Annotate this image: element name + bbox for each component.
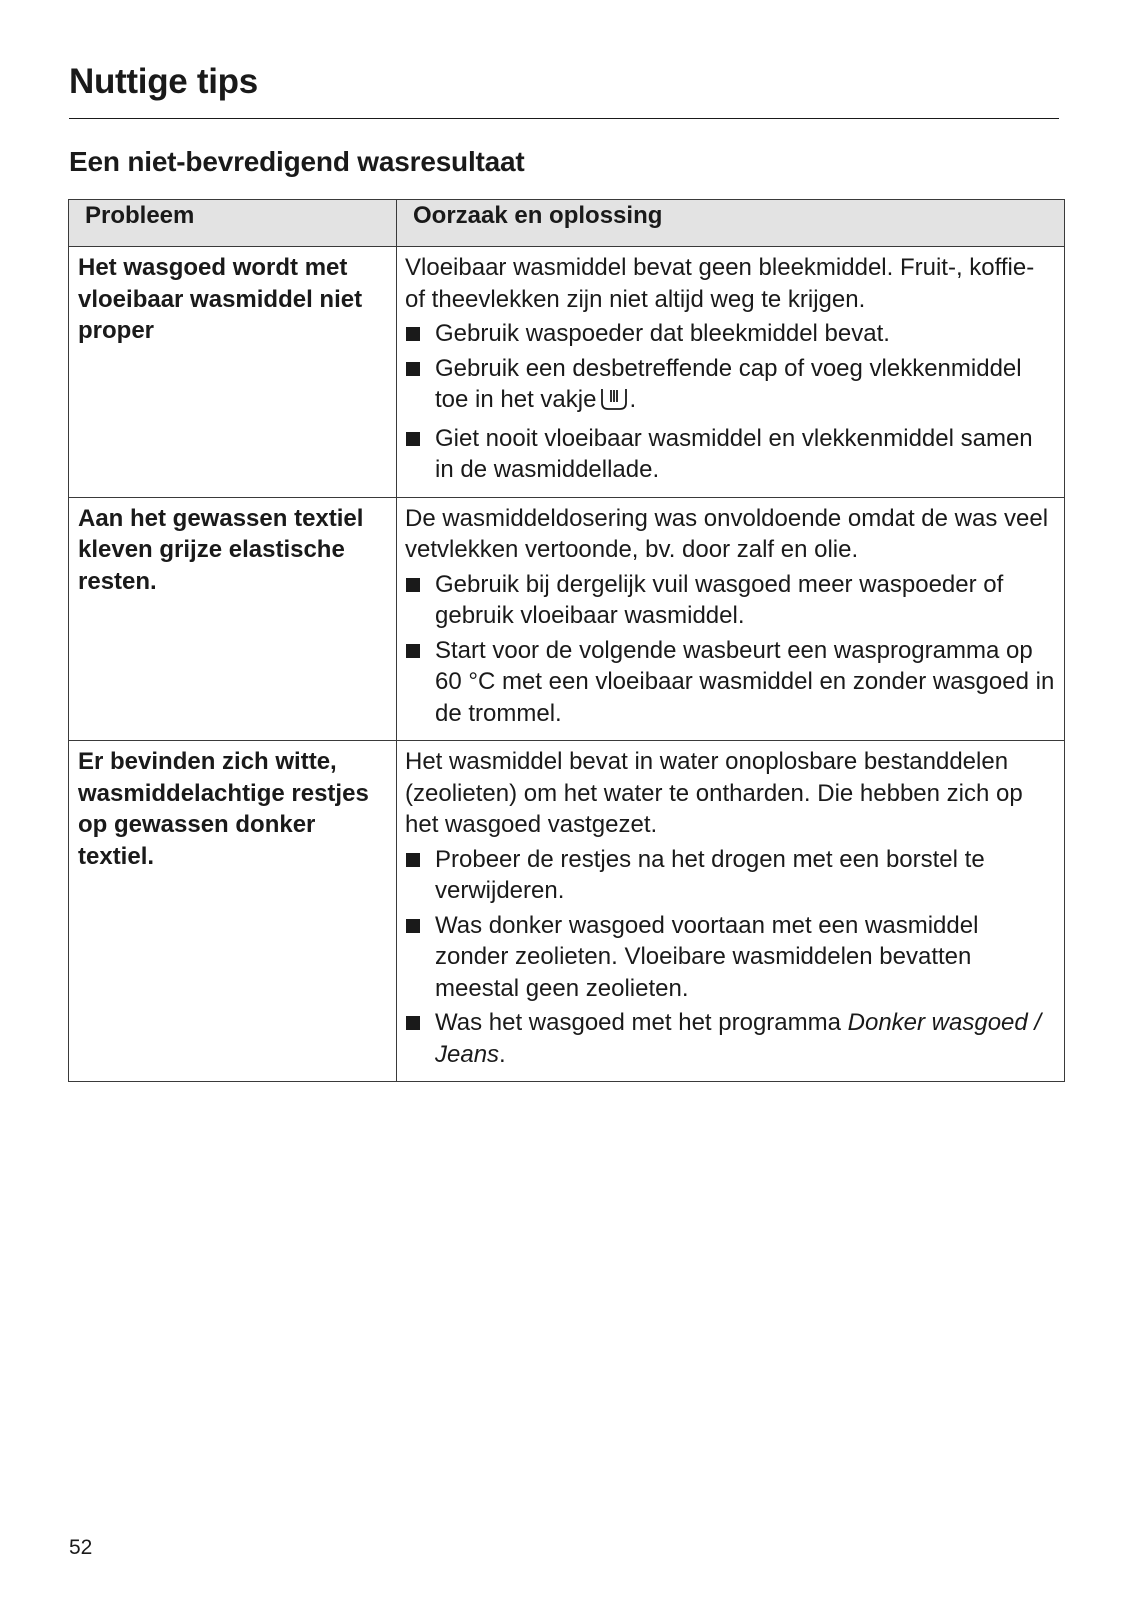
list-item-text: Was donker wasgoed voortaan met een wasmiddel zonder zeolieten. Vloeibare wasmiddelen bevatten meestal geen zeolieten. <box>435 911 979 1002</box>
problem-cell: Er bevinden zich witte, wasmiddelachtige restjes op gewassen donker textiel. <box>69 741 397 1082</box>
solution-cell <box>397 741 1065 1082</box>
dispenser-compartment-icon <box>600 387 628 420</box>
table-row <box>69 741 1065 1082</box>
list-item-text: Gebruik waspoeder dat bleekmiddel bevat. <box>435 320 890 347</box>
list-item-suffix: . <box>499 1040 506 1068</box>
solution-list <box>405 569 1056 730</box>
list-item <box>405 910 1056 1005</box>
program-name: Donker wasgoed / Jeans <box>435 1009 1042 1068</box>
list-item <box>405 635 1056 730</box>
title-rule <box>69 118 1059 119</box>
cause-text: De wasmiddeldosering was onvoldoende omdat de was veel vetvlekken vertoonde, bv. door zalf en olie. <box>405 504 1049 563</box>
problem-cell: Het wasgoed wordt met vloeibaar wasmiddel niet proper <box>69 247 397 498</box>
list-item <box>405 1007 1056 1070</box>
subsection-title: Een niet-bevredigend wasresultaat <box>69 146 525 177</box>
list-item-text: Gebruik een desbetreffende cap of voeg vlekkenmiddel toe in het vakje <box>435 354 1022 413</box>
list-item <box>405 353 1056 420</box>
problem-cell: Aan het gewassen textiel kleven grijze elastische resten. <box>69 497 397 741</box>
cause-text: Het wasmiddel bevat in water onoplosbare bestanddelen (zeolieten) om het water te ontharden. Die hebben zich op het wasgoed vastgezet. <box>405 748 1023 838</box>
list-item-text: Giet nooit vloeibaar wasmiddel en vlekkenmiddel samen in de wasmiddellade. <box>435 424 1033 483</box>
table-header-row <box>69 200 1065 247</box>
square-bullet-icon <box>406 327 420 341</box>
square-bullet-icon <box>406 853 420 867</box>
solution-list <box>405 844 1056 1071</box>
column-header-cause-solution: Oorzaak en oplossing <box>397 200 1065 247</box>
square-bullet-icon <box>406 578 420 592</box>
square-bullet-icon <box>406 919 420 933</box>
solution-cell <box>397 247 1065 498</box>
troubleshooting-table <box>68 199 1065 1082</box>
list-item-text: Gebruik bij dergelijk vuil wasgoed meer waspoeder of gebruik vloeibaar wasmiddel. <box>435 570 1004 629</box>
list-item-text: Was het wasgoed met het programma <box>435 1009 841 1036</box>
column-header-problem: Probleem <box>69 200 397 247</box>
square-bullet-icon <box>406 644 420 658</box>
solution-cell <box>397 497 1065 741</box>
list-item <box>405 569 1056 632</box>
list-item <box>405 318 1056 350</box>
square-bullet-icon <box>406 432 420 446</box>
list-item <box>405 844 1056 907</box>
page-number: 52 <box>69 1536 93 1559</box>
list-item <box>405 423 1056 486</box>
table-row <box>69 497 1065 741</box>
cause-text: Vloeibaar wasmiddel bevat geen bleekmiddel. Fruit-, koffie- of theevlekken zijn niet altijd weg te krijgen. <box>405 254 1035 313</box>
square-bullet-icon <box>406 362 420 376</box>
list-item-text: Probeer de restjes na het drogen met een borstel te verwijderen. <box>435 845 985 904</box>
section-title: Nuttige tips <box>69 62 258 101</box>
list-item-text: Start voor de volgende wasbeurt een wasprogramma op 60 °C met een vloeibaar wasmiddel en zonder wasgoed in de trommel. <box>435 636 1055 727</box>
list-item-suffix: . <box>629 386 637 413</box>
square-bullet-icon <box>406 1016 420 1030</box>
table-row <box>69 247 1065 498</box>
solution-list <box>405 318 1056 486</box>
